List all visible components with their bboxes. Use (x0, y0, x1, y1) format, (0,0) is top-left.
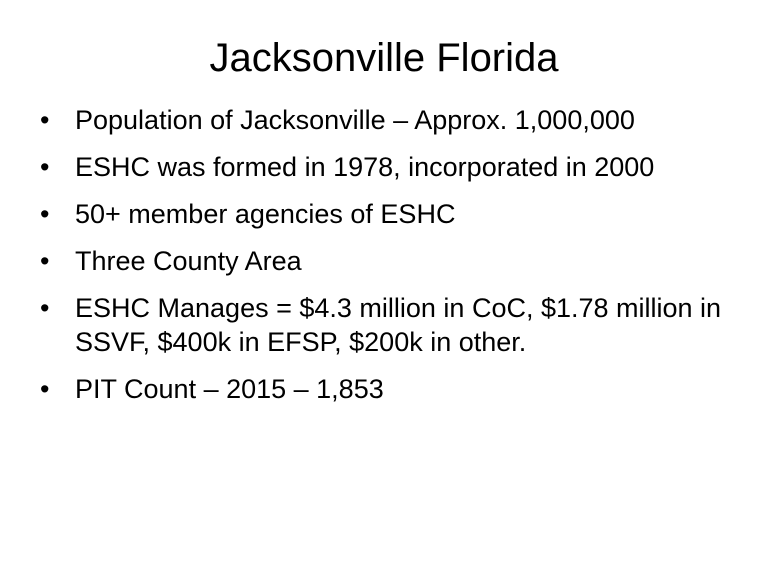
bullet-text: Population of Jacksonville – Approx. 1,000,000 (75, 105, 635, 135)
bullet-text: ESHC Manages = $4.3 million in CoC, $1.78 million in SSVF, $400k in EFSP, $200k in other. (75, 293, 722, 357)
bullet-item-pit-count (38, 372, 728, 406)
slide-title: Jacksonville Florida (209, 36, 559, 80)
bullet-item-member-agencies (38, 197, 728, 231)
bullet-marker: • (40, 374, 50, 404)
bullet-marker: • (40, 293, 50, 323)
bullet-item-funding (38, 291, 728, 359)
bullet-text: Three County Area (75, 246, 302, 276)
bullet-item-county-area (38, 244, 728, 278)
bullet-marker: • (40, 199, 50, 229)
bullet-marker: • (40, 152, 50, 182)
bullet-text: PIT Count – 2015 – 1,853 (75, 374, 384, 404)
bullet-text: ESHC was formed in 1978, incorporated in 2000 (75, 152, 655, 182)
bullet-text: 50+ member agencies of ESHC (75, 199, 456, 229)
bullet-item-population (38, 103, 728, 137)
bullet-item-eshc-formed (38, 150, 728, 184)
bullet-list (38, 103, 728, 419)
bullet-marker: • (40, 105, 50, 135)
bullet-marker: • (40, 246, 50, 276)
